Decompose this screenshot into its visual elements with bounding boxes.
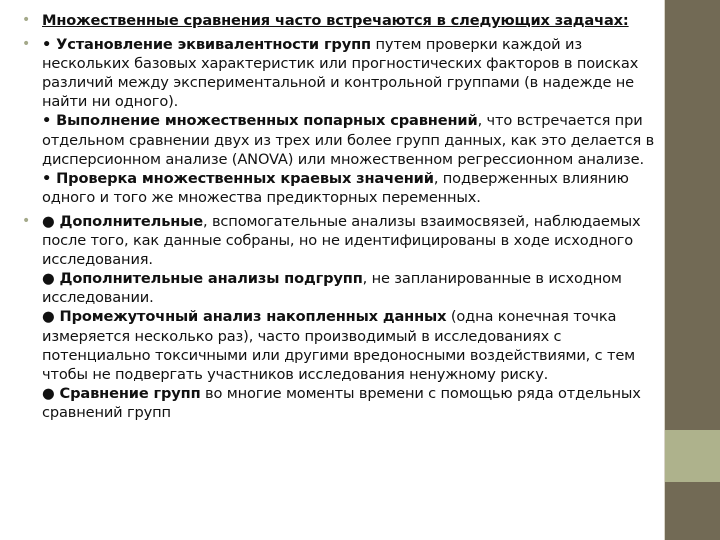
sidebar-divider [664, 0, 665, 540]
bullet-marker: • [22, 212, 31, 229]
item-text: , вспомогательные анализы взаимосвязей, наблюдаемых после того, как данные собраны, но не идентифицированы в ходе исходного исследования. [42, 212, 641, 269]
item-text: , что встречается при отдельном сравнении двух из трех или более групп данных, как это делается в дисперсионном анализе (ANOVA) или множественном регрессионном анализе. [42, 112, 655, 168]
bullet-marker: • [22, 12, 31, 28]
item-text: путем проверки каждой из нескольких базовых характеристик или прогностических факторов в поисках различий между экспериментальной и контрольной группами (в надежде не найти ни одного). [42, 36, 639, 111]
item-title: ● Дополнительные анализы подгрупп [42, 270, 363, 288]
item-title: • Выполнение множественных попарных сравнений [42, 112, 478, 130]
item-title: ● Сравнение групп [42, 384, 201, 402]
item-additional [42, 212, 658, 269]
bullet-group-2 [22, 212, 658, 422]
bullet-heading [22, 11, 658, 30]
item-endpoints [42, 169, 658, 207]
item-title: • Установление эквивалентности групп [42, 36, 371, 54]
item-equivalence [42, 35, 658, 111]
slide-content [22, 11, 658, 427]
slide-heading: Множественные сравнения часто встречаются в следующих задачах: [42, 12, 629, 29]
item-text: , подверженных влиянию одного и того же множества предикторных переменных. [42, 169, 629, 206]
item-subgroups [42, 269, 658, 307]
item-group-comparison [42, 384, 658, 422]
item-text: (одна конечная точка измеряется несколько раз), часто производимый в исследованиях с потенциально токсичными или другими вредоносными воздействиями, с тем чтобы не подвергать участников исследования ненужному риску. [42, 308, 636, 383]
item-interim [42, 307, 658, 383]
item-pairwise [42, 111, 658, 168]
item-text: , не запланированные в исходном исследовании. [42, 270, 622, 307]
bullet-marker: • [22, 36, 31, 53]
decorative-sidebar-accent [665, 430, 720, 482]
item-title: • Проверка множественных краевых значений [42, 169, 434, 187]
item-title: ● Промежуточный анализ накопленных данных [42, 308, 447, 326]
item-title: ● Дополнительные [42, 212, 203, 230]
bullet-group-1 [22, 35, 658, 207]
item-text: во многие моменты времени с помощью ряда отдельных сравнений групп [42, 384, 641, 421]
